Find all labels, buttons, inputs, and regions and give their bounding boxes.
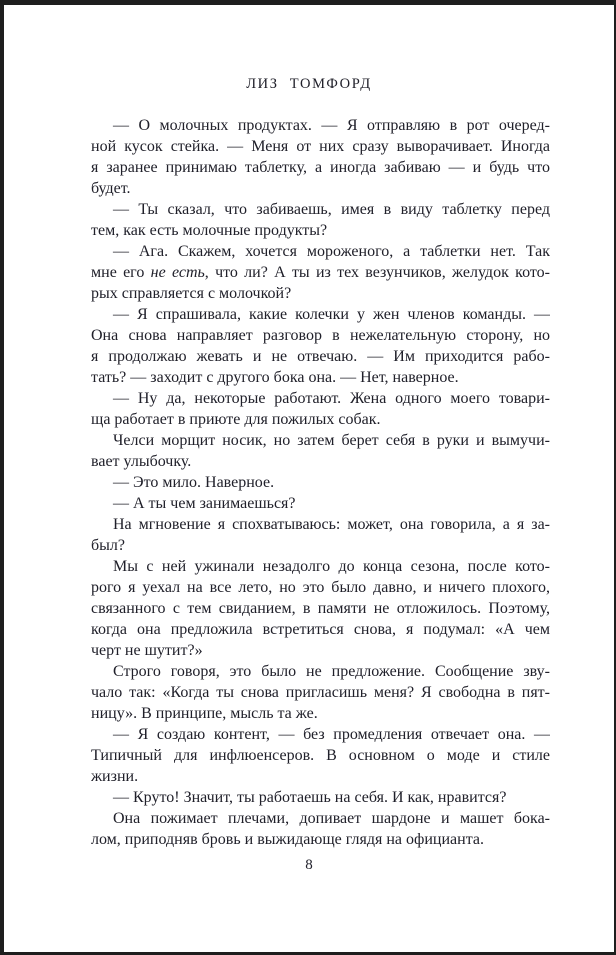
paragraph bbox=[91, 556, 550, 661]
paragraph bbox=[91, 808, 550, 850]
text-line: — Я спрашивала, какие колечки у жен членов команды. — bbox=[113, 306, 550, 323]
text-line: рых справляется с молочкой? bbox=[91, 285, 292, 302]
paragraph bbox=[91, 388, 550, 430]
text-line: — Ага. Скажем, хочется мороженого, а таблетки нет. Так bbox=[113, 243, 550, 260]
paragraph bbox=[91, 472, 550, 493]
text-line: Она пожимает плечами, допивает шардоне и машет бока- bbox=[113, 810, 550, 827]
paragraph bbox=[91, 304, 550, 388]
text-line: — А ты чем занимаешься? bbox=[113, 495, 296, 512]
paragraph bbox=[91, 661, 550, 724]
text-line: рого я уехал на все лето, но это было давно, и ничего плохого, bbox=[91, 579, 550, 596]
text-line: — Ты сказал, что забиваешь, имея в виду таблетку перед bbox=[113, 201, 550, 218]
text-line: — О молочных продуктах. — Я отправляю в рот очеред- bbox=[113, 117, 550, 134]
paragraph bbox=[91, 724, 550, 787]
text-line: тать? — заходит с другого бока она. — Нет, наверное. bbox=[91, 369, 459, 386]
text-line: жизни. bbox=[91, 768, 139, 785]
text-line: тем, как есть молочные продукты? bbox=[91, 222, 328, 239]
text-line: я продолжаю жевать и не отвечаю. — Им приходится рабо- bbox=[91, 348, 550, 365]
text-line: — Ну да, некоторые работают. Жена одного моего товари- bbox=[113, 390, 550, 407]
text-line: когда она предложила встретиться снова, я подумал: «А чем bbox=[91, 621, 550, 638]
text-line: — Круто! Значит, ты работаешь на себя. И как, нравится? bbox=[113, 789, 507, 806]
text-line: Она снова направляет разговор в нежелательную сторону, но bbox=[91, 327, 550, 344]
text-line: — Это мило. Наверное. bbox=[113, 474, 275, 491]
text-line: Челси морщит носик, но затем берет себя в руки и вымучи- bbox=[113, 432, 550, 449]
text-line: был? bbox=[91, 537, 125, 554]
paragraph bbox=[91, 514, 550, 556]
text-line: чало так: «Когда ты снова пригласишь меня? Я свободна в пят- bbox=[91, 684, 550, 701]
text-line: ща работает в приюте для пожилых собак. bbox=[91, 411, 381, 428]
text-line: Типичный для инфлюенсеров. В основном о моде и стиле bbox=[91, 747, 550, 764]
page-number: 8 bbox=[305, 857, 313, 873]
text-line: Строго говоря, это было не предложение. Сообщение зву- bbox=[113, 663, 550, 680]
paragraph bbox=[91, 493, 550, 514]
paragraph bbox=[91, 430, 550, 472]
text-line: связанного с тем свиданием, в памяти не отложилось. Поэтому, bbox=[91, 600, 550, 617]
text-block bbox=[91, 115, 550, 850]
text-line: На мгновение я спохватываюсь: может, она говорила, а я за- bbox=[113, 516, 550, 533]
running-header: ЛИЗ ТОМФОРД bbox=[246, 76, 372, 92]
text-line: будет. bbox=[91, 180, 131, 197]
paragraph bbox=[91, 199, 550, 241]
text-line: ной кусок стейка. — Меня от них сразу выворачивает. Иногда bbox=[91, 138, 550, 155]
text-line: вает улыбочку. bbox=[91, 453, 192, 470]
text-line: лом, приподняв бровь и выжидающе глядя на официанта. bbox=[91, 831, 485, 848]
paragraph bbox=[91, 241, 550, 304]
text-line: я заранее принимаю таблетку, а иногда забиваю — и будь что bbox=[91, 159, 550, 176]
paragraph bbox=[91, 787, 550, 808]
text-line: ницу». В принципе, мысль та же. bbox=[91, 705, 318, 722]
text-line: Мы с ней ужинали незадолго до конца сезона, после кото- bbox=[113, 558, 550, 575]
text-line: черт не шутит?» bbox=[91, 642, 203, 659]
paragraph bbox=[91, 115, 550, 199]
text-line: — Я создаю контент, — без промедления отвечает она. — bbox=[113, 726, 550, 743]
text-line: мне его не есть, что ли? А ты из тех везунчиков, желудок кото- bbox=[91, 264, 550, 281]
